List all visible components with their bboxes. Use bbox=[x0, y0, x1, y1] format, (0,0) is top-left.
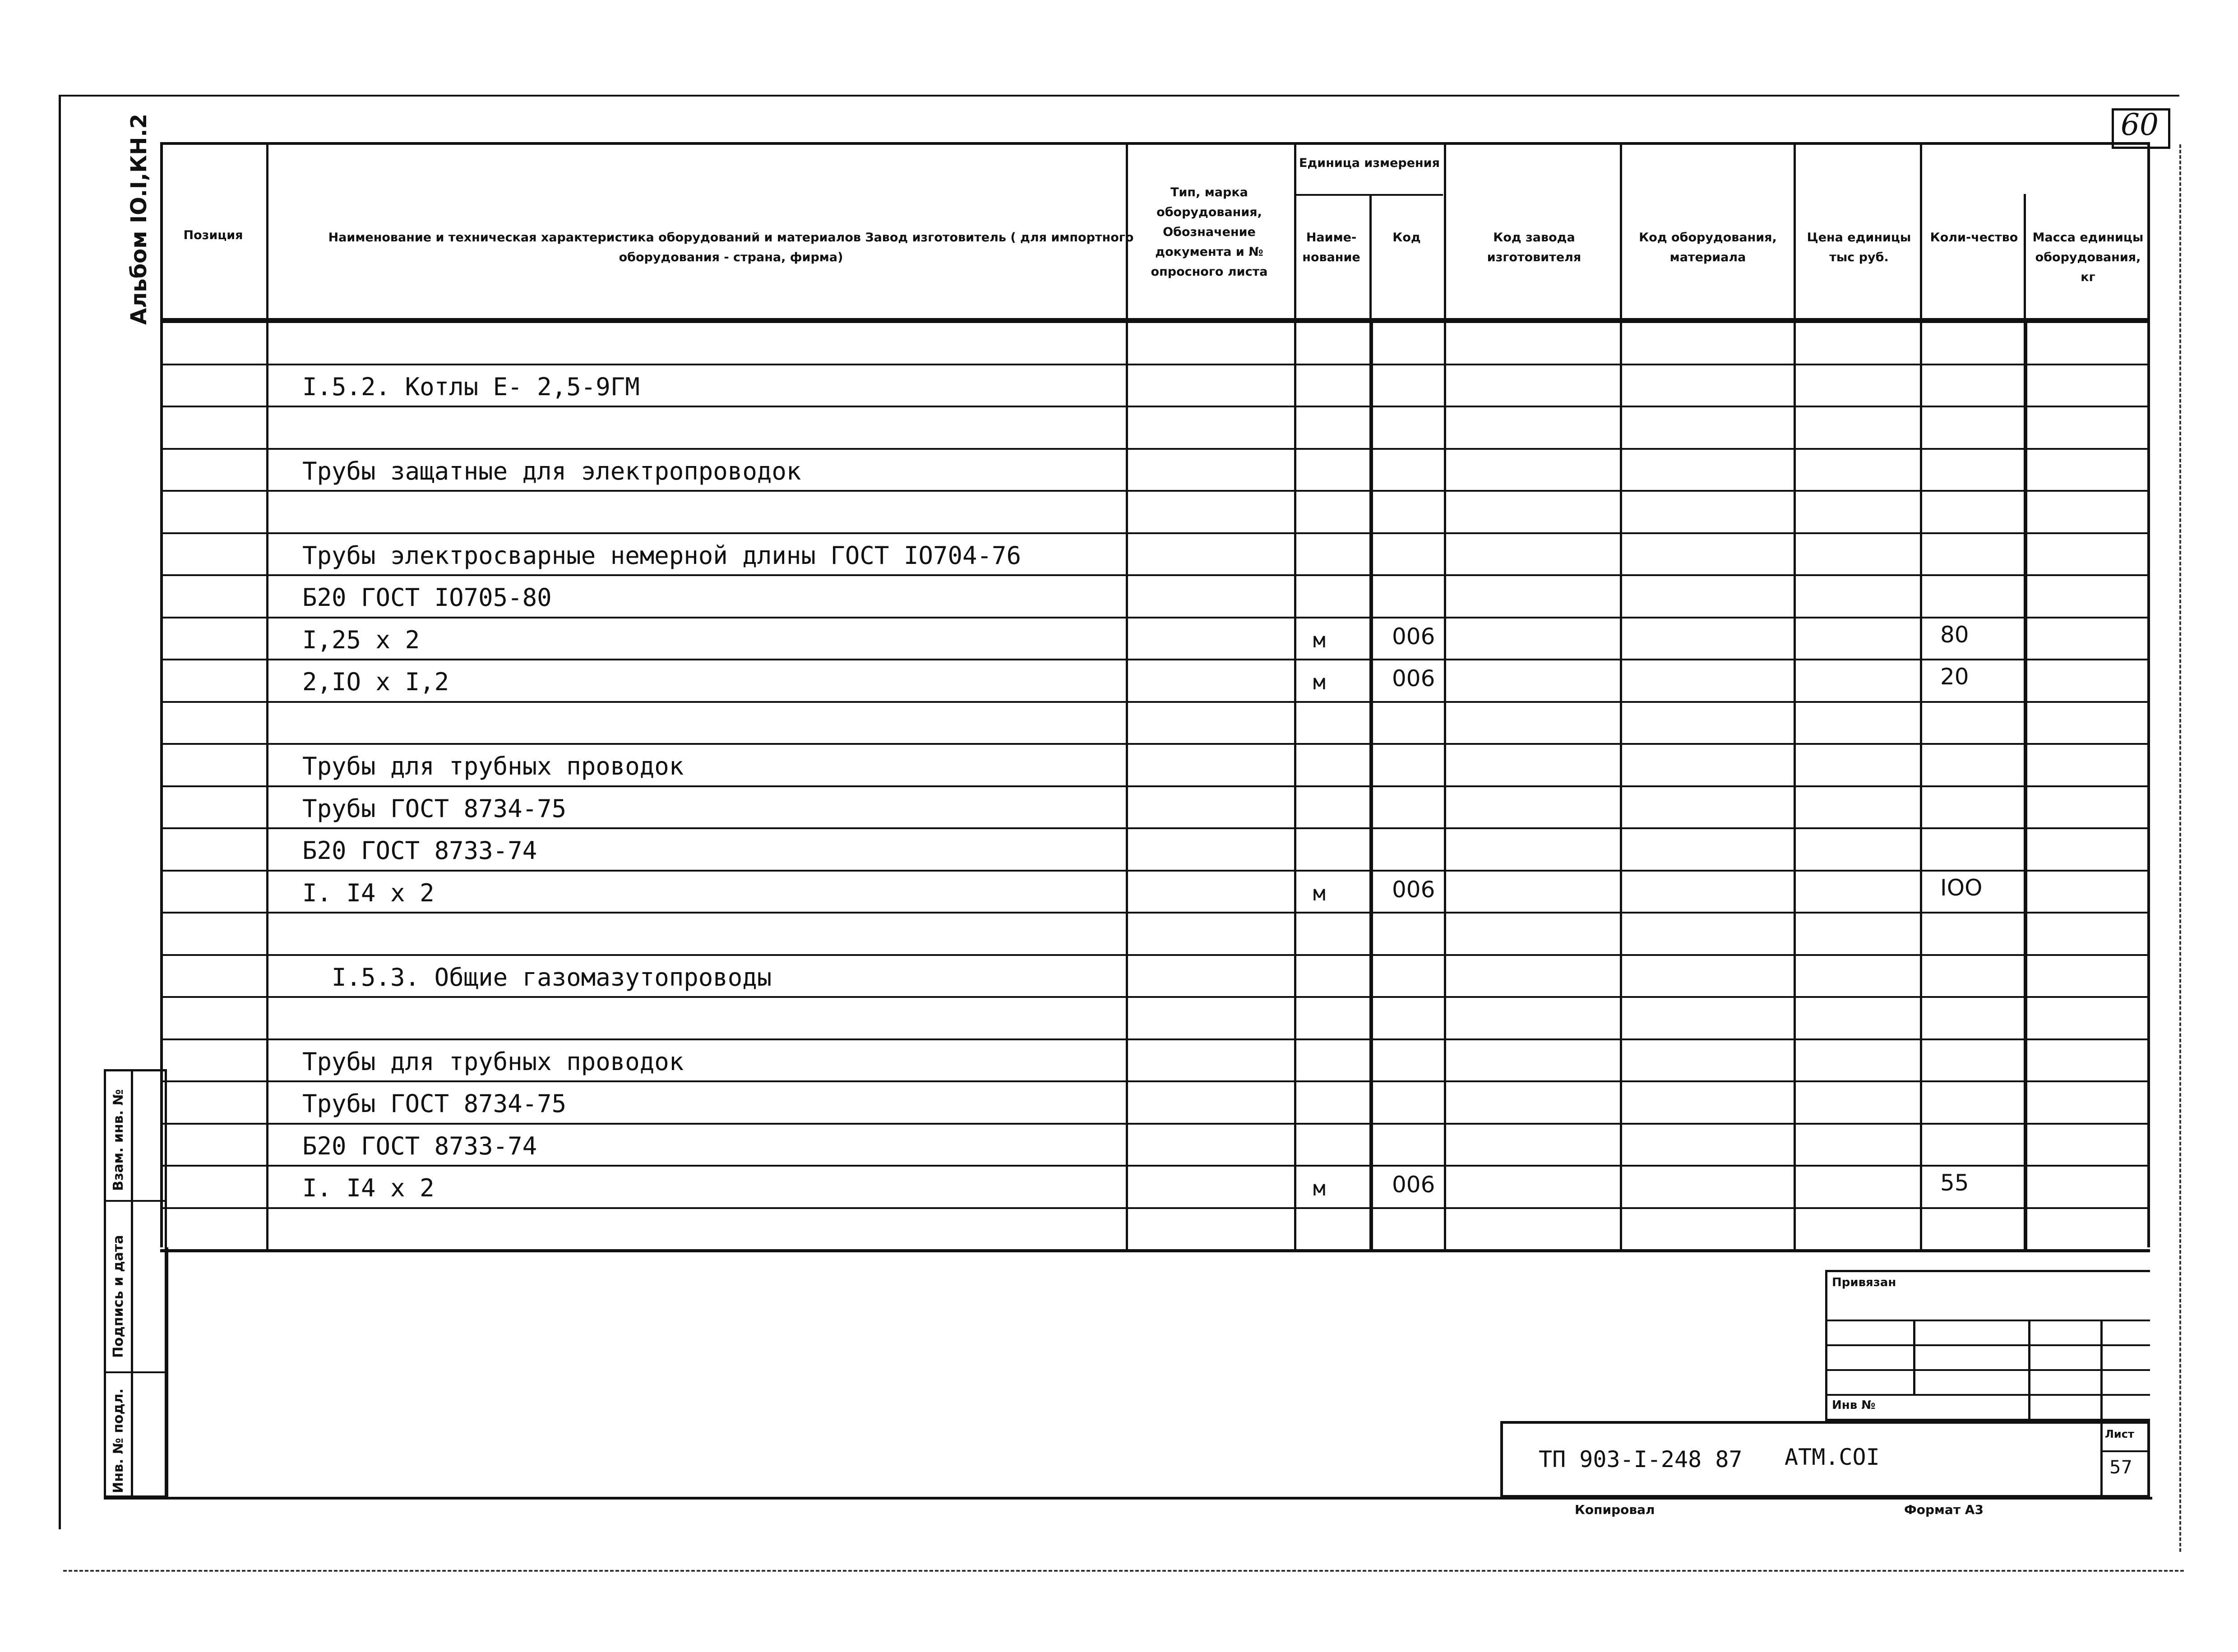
row-unit: м bbox=[1313, 670, 1326, 694]
row-name: I.5.3. Общие газомазутопроводы bbox=[332, 963, 772, 992]
row-unit: м bbox=[1313, 628, 1326, 652]
header-position: Позиция bbox=[183, 228, 243, 242]
row-line bbox=[160, 574, 2150, 576]
column-line bbox=[2024, 321, 2027, 1249]
privyazan-vline-3 bbox=[2100, 1320, 2103, 1421]
side-stamp-sign: Подпись и дата bbox=[111, 1235, 126, 1358]
row-line bbox=[160, 406, 2150, 407]
row-line bbox=[160, 490, 2150, 492]
row-name: Б20 ГОСТ 8733-74 bbox=[302, 1131, 537, 1160]
row-line bbox=[160, 912, 2150, 914]
row-unit: м bbox=[1313, 1176, 1326, 1200]
side-stamp-line-1 bbox=[104, 1200, 167, 1202]
side-stamp-inv: Инв. № подл. bbox=[111, 1388, 126, 1493]
title-block-list-line bbox=[2100, 1450, 2150, 1452]
format-label: Формат А3 bbox=[1904, 1502, 1984, 1517]
row-line bbox=[160, 617, 2150, 618]
sheet-number: 60 bbox=[2121, 107, 2159, 142]
side-stamp-line-2 bbox=[104, 1371, 167, 1373]
row-line bbox=[160, 701, 2150, 703]
album-label: Альбом IO.I,КН.2 bbox=[126, 113, 152, 325]
header-column-line bbox=[2024, 194, 2026, 321]
header-factory-code: Код завода изготовителя bbox=[1487, 231, 1581, 264]
row-line bbox=[160, 1207, 2150, 1209]
row-name: Б20 ГОСТ 8733-74 bbox=[302, 836, 537, 865]
row-line bbox=[160, 364, 2150, 365]
privyazan-vline-1 bbox=[1913, 1320, 1915, 1394]
row-quantity: IOO bbox=[1940, 874, 1983, 901]
row-name: I.5.2. Котлы Е- 2,5-9ГМ bbox=[302, 372, 640, 401]
row-line bbox=[160, 827, 2150, 829]
header-unit-name: Наиме-нование bbox=[1302, 231, 1360, 264]
row-line bbox=[160, 448, 2150, 450]
unit-group-line bbox=[1294, 194, 1443, 196]
outer-left-border bbox=[59, 95, 61, 1529]
privyazan-label: Привязан bbox=[1832, 1276, 1896, 1289]
row-line bbox=[160, 659, 2150, 660]
header-column-line bbox=[1444, 142, 1446, 321]
row-line bbox=[160, 532, 2150, 534]
row-unit: м bbox=[1313, 881, 1326, 905]
doc-code: ТП 903-I-248 87 bbox=[1539, 1446, 1743, 1472]
row-line bbox=[160, 1249, 2150, 1252]
privyazan-vline-2 bbox=[2028, 1320, 2030, 1421]
row-quantity: 80 bbox=[1940, 621, 1969, 648]
row-name: Трубы для трубных проводок bbox=[302, 752, 684, 780]
column-line bbox=[1369, 321, 1373, 1249]
row-name: Трубы ГОСТ 8734-75 bbox=[302, 794, 567, 823]
column-line bbox=[1620, 142, 1622, 1249]
row-name: I,25 х 2 bbox=[302, 625, 420, 654]
row-code: 006 bbox=[1392, 623, 1435, 650]
row-line bbox=[160, 1165, 2150, 1167]
row-name: 2,IO х I,2 bbox=[302, 668, 449, 696]
row-line bbox=[160, 1123, 2150, 1125]
title-block-list-divider bbox=[2100, 1421, 2103, 1498]
header-name: Наименование и техническая характеристика оборудований и материалов Завод изготовитель ( для импортного оборудования - страна, фирма) bbox=[328, 231, 1134, 264]
row-line bbox=[160, 1038, 2150, 1040]
column-line bbox=[1920, 142, 1922, 1249]
column-line bbox=[1126, 142, 1128, 1249]
row-name: Б20 ГОСТ IO705-80 bbox=[302, 583, 552, 612]
column-line bbox=[1794, 142, 1796, 1249]
sheet-code: АТМ.СОI bbox=[1785, 1444, 1880, 1470]
row-quantity: 20 bbox=[1940, 664, 1969, 690]
row-name: I. I4 х 2 bbox=[302, 878, 435, 907]
column-line bbox=[266, 142, 268, 1249]
row-line bbox=[160, 954, 2150, 956]
header-equipment-code: Код оборудования, материала bbox=[1639, 231, 1777, 264]
row-line bbox=[160, 1080, 2150, 1082]
row-code: 006 bbox=[1392, 1172, 1435, 1198]
row-name: I. I4 х 2 bbox=[302, 1174, 435, 1202]
column-line bbox=[1294, 142, 1296, 1249]
list-label: Лист bbox=[2105, 1428, 2134, 1440]
outer-right-dashed bbox=[2179, 144, 2181, 1552]
row-name: Трубы ГОСТ 8734-75 bbox=[302, 1089, 567, 1118]
sheet-left-inner-line bbox=[166, 1247, 168, 1498]
list-number: 57 bbox=[2109, 1457, 2132, 1478]
header-unit-group: Единица измерения bbox=[1299, 156, 1440, 170]
inv-no-label: Инв № bbox=[1832, 1398, 1876, 1412]
copied-label: Копировал bbox=[1575, 1502, 1655, 1517]
row-line bbox=[160, 321, 2150, 323]
header-quantity: Коли-чество bbox=[1930, 231, 2018, 245]
row-name: Трубы для трубных проводок bbox=[302, 1047, 684, 1076]
side-stamp-vzam: Взам. инв. № bbox=[111, 1089, 126, 1191]
header-column-line bbox=[1369, 194, 1372, 321]
row-line bbox=[160, 743, 2150, 745]
row-code: 006 bbox=[1392, 665, 1435, 692]
header-mass: Масса единицы оборудования, кг bbox=[2032, 231, 2144, 284]
outer-top-border bbox=[59, 95, 2179, 97]
row-line bbox=[160, 996, 2150, 998]
row-quantity: 55 bbox=[1940, 1170, 1969, 1196]
header-type: Тип, марка оборудования, Обозначение документа и № опросного листа bbox=[1151, 185, 1268, 279]
side-stamp-divider bbox=[131, 1069, 133, 1498]
row-line bbox=[160, 870, 2150, 872]
header-price: Цена единицы тыс руб. bbox=[1807, 231, 1911, 264]
row-line bbox=[160, 785, 2150, 787]
row-name: Трубы электросварные немерной длины ГОСТ IO704-76 bbox=[302, 541, 1022, 570]
row-code: 006 bbox=[1392, 876, 1435, 903]
header-unit-code: Код bbox=[1392, 231, 1421, 245]
outer-bottom-dashed bbox=[63, 1570, 2184, 1572]
row-name: Трубы защатные для электропроводок bbox=[302, 457, 801, 485]
